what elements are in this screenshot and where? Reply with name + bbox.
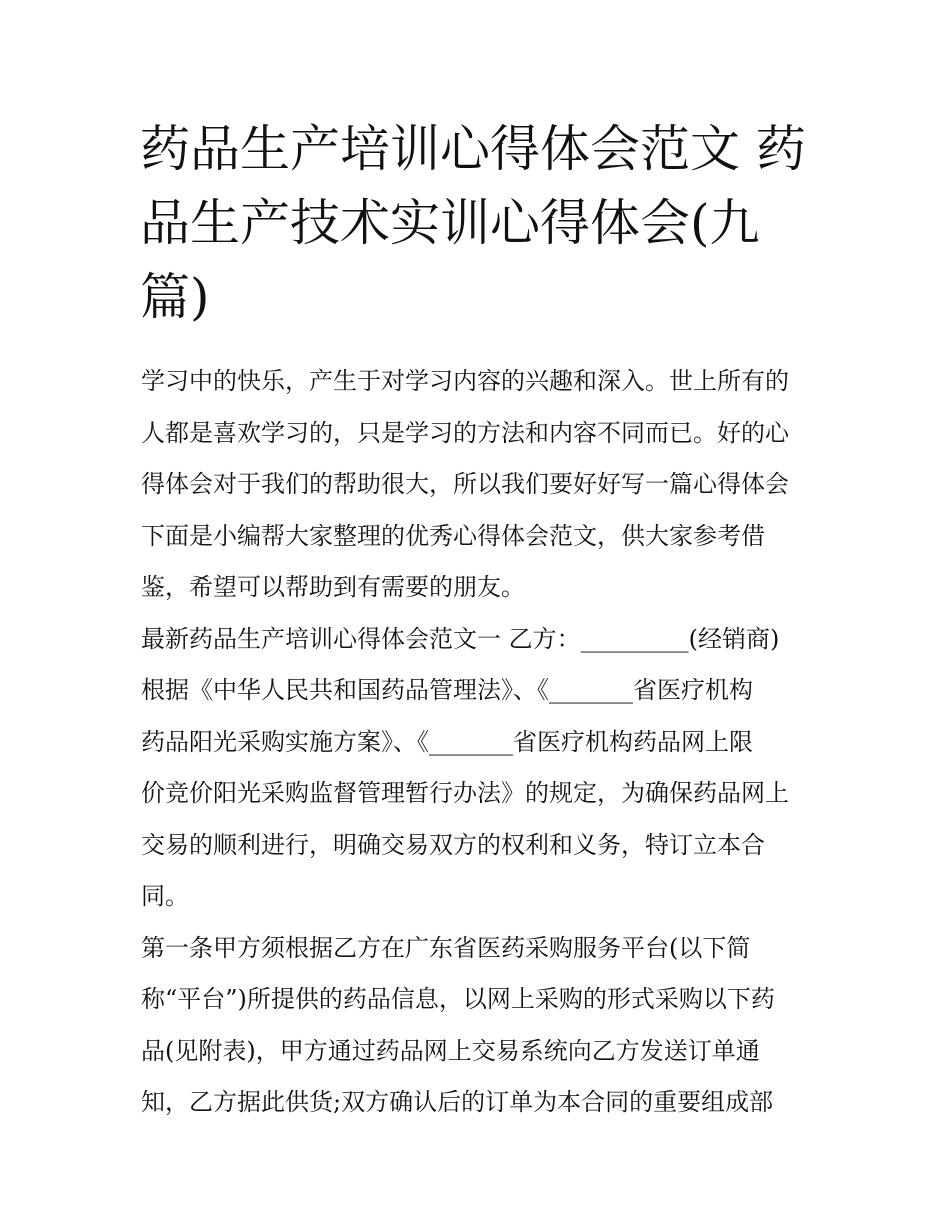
text-line: 下面是小编帮大家整理的优秀心得体会范文，供大家参考借 [141,521,765,550]
text-line: 根据《中华人民共和国药品管理法》、《_______省医疗机构 [141,676,753,704]
text-line: 称“平台”)所提供的药品信息，以网上采购的形式采购以下药 [141,985,775,1013]
text-line: 交易的顺利进行，明确交易双方的权利和义务，特订立本合 [141,830,765,859]
text-line: 第一条甲方须根据乙方在广东省医药采购服务平台(以下简 [141,933,751,962]
intro-paragraph [141,356,821,614]
text-line: 同。 [141,882,189,910]
text-line: 人都是喜欢学习的，只是学习的方法和内容不同而已。好的心 [141,418,789,447]
text-line: 药品阳光采购实施方案》、《_______省医疗机构药品网上限 [141,727,753,756]
text-line: 品(见附表)，甲方通过药品网上交易系统向乙方发送订单通 [141,1036,760,1065]
text-line: 价竞价阳光采购监督管理暂行办法》的规定，为确保药品网上 [141,779,789,807]
contract-intro-paragraph [141,614,821,923]
document-title [140,112,820,334]
title-line: 药品生产培训心得体会范文 药 [140,120,806,178]
text-line: 知，乙方据此供货;双方确认后的订单为本合同的重要组成部 [141,1088,774,1116]
text-line: 最新药品生产培训心得体会范文一 乙方：_________(经销商) [141,624,780,653]
text-line: 学习中的快乐，产生于对学习内容的兴趣和深入。世上所有的 [141,367,789,395]
article-one-paragraph [141,923,821,1129]
document-body [141,356,821,1129]
title-line: 品生产技术实训心得体会(九 [140,194,760,252]
title-line: 篇) [140,268,210,326]
text-line: 鉴，希望可以帮助到有需要的朋友。 [141,573,525,601]
text-line: 得体会对于我们的帮助很大，所以我们要好好写一篇心得体会 [141,470,789,498]
